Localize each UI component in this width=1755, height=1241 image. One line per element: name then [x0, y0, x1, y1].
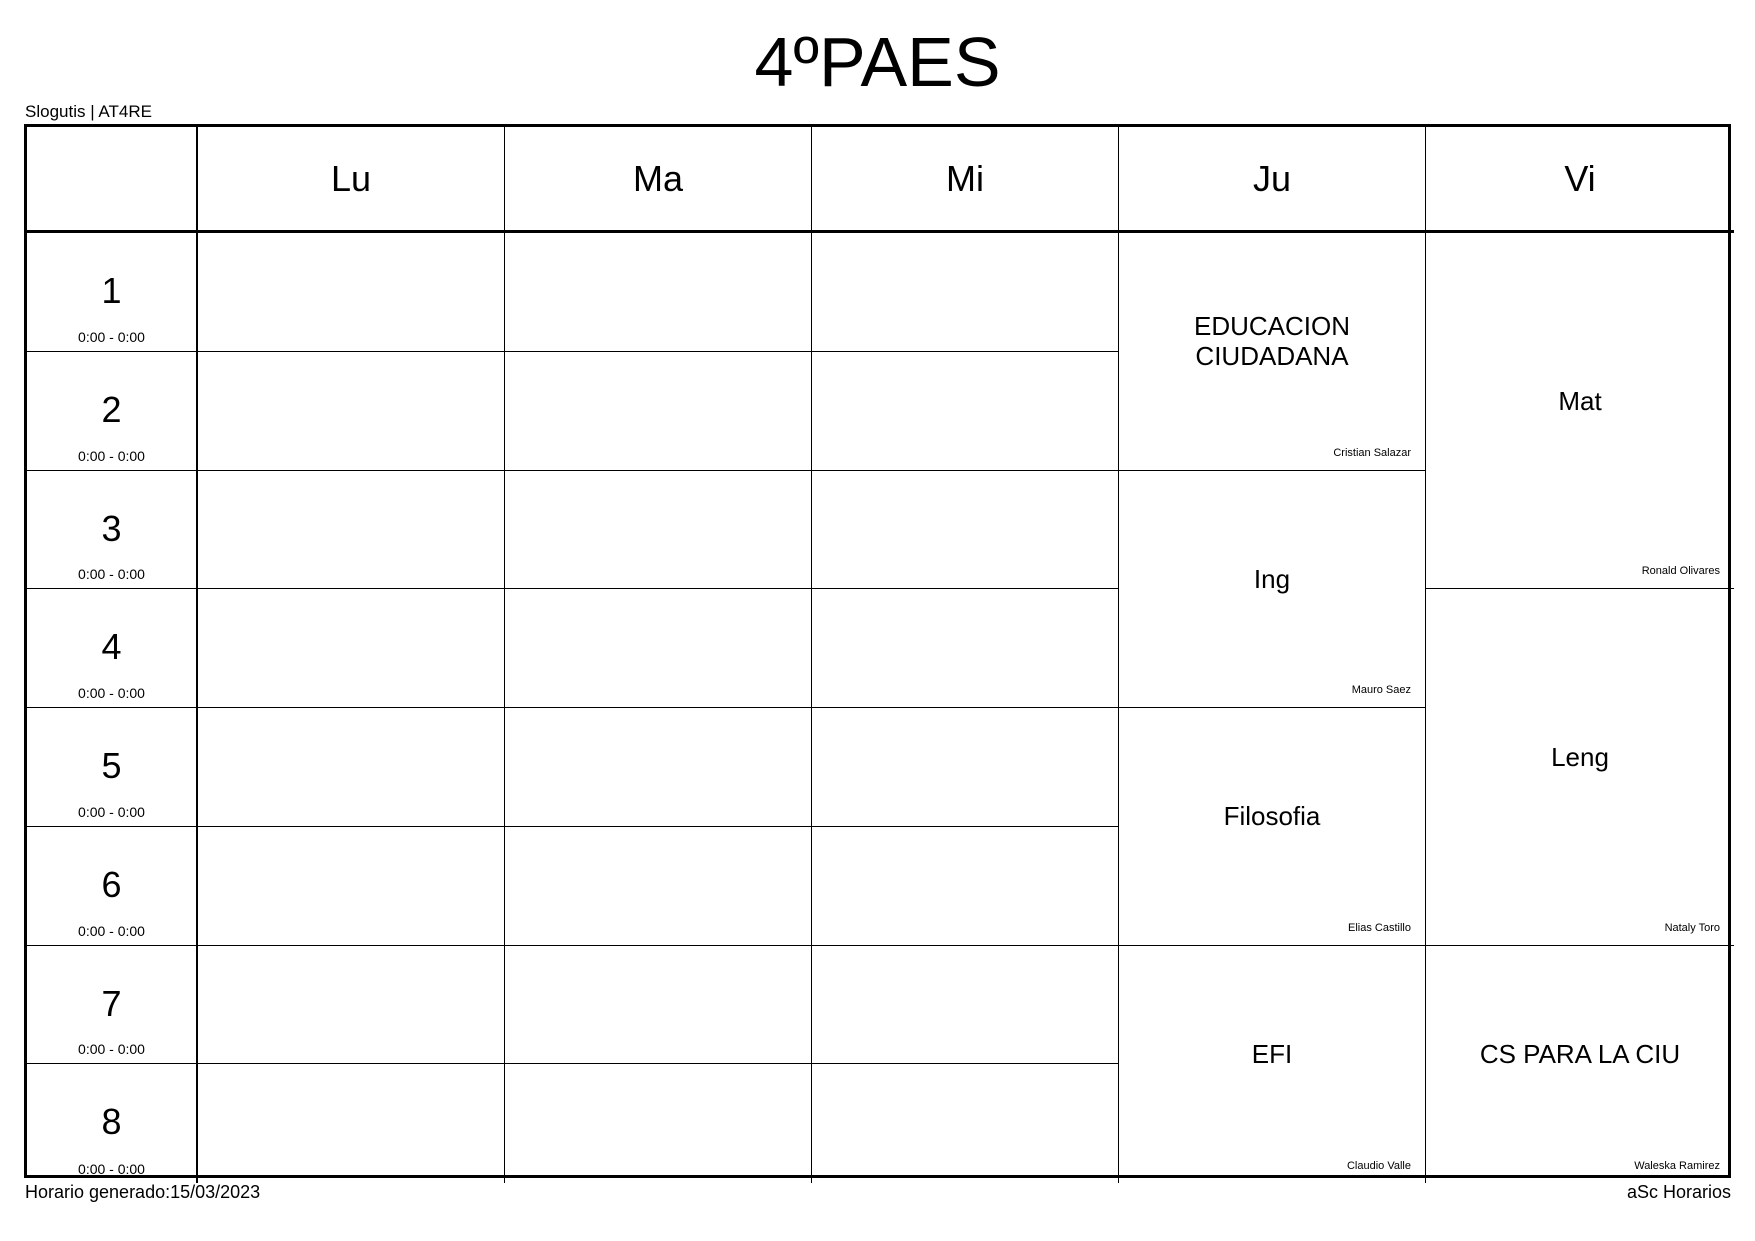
day-header-vi: Vi	[1426, 127, 1734, 233]
lesson-teacher: Cristian Salazar	[1333, 446, 1411, 459]
timetable-grid	[24, 124, 1731, 1178]
empty-slot[interactable]	[505, 233, 812, 352]
day-header-lu: Lu	[198, 127, 505, 233]
period-number: 7	[101, 982, 122, 1024]
empty-slot[interactable]	[198, 827, 505, 946]
empty-slot[interactable]	[505, 589, 812, 708]
empty-slot[interactable]	[812, 946, 1119, 1065]
period-label	[27, 589, 198, 708]
lesson-subject: CS PARA LA CIU	[1479, 1039, 1681, 1070]
empty-slot[interactable]	[198, 352, 505, 471]
lesson-teacher: Mauro Saez	[1351, 684, 1411, 696]
lesson-teacher: Ronald Olivares	[1641, 565, 1720, 578]
empty-slot[interactable]	[198, 589, 505, 708]
period-label	[27, 827, 198, 946]
period-label	[27, 352, 198, 471]
period-time: 0:00 - 0:00	[78, 447, 145, 464]
period-time: 0:00 - 0:00	[78, 1161, 145, 1177]
period-label	[27, 708, 198, 827]
period-number: 5	[101, 745, 122, 786]
lesson-teacher: Nataly Toro	[1664, 921, 1720, 934]
empty-slot[interactable]	[198, 1064, 505, 1183]
corner-cell	[27, 127, 198, 233]
period-label	[27, 233, 198, 352]
empty-slot[interactable]	[198, 471, 505, 590]
period-time: 0:00 - 0:00	[78, 922, 145, 939]
period-time: 0:00 - 0:00	[78, 1041, 145, 1058]
period-time: 0:00 - 0:00	[78, 803, 145, 820]
period-number: 1	[101, 270, 122, 311]
lesson-subject: Filosofia	[1223, 801, 1321, 832]
day-header-mi: Mi	[812, 127, 1119, 233]
generated-date: Horario generado:15/03/2023	[25, 1182, 261, 1202]
empty-slot[interactable]	[198, 708, 505, 827]
period-time: 0:00 - 0:00	[78, 685, 145, 701]
day-header-ju: Ju	[1119, 127, 1426, 233]
period-number: 8	[101, 1101, 122, 1143]
empty-slot[interactable]	[198, 233, 505, 352]
empty-slot[interactable]	[505, 1064, 812, 1183]
empty-slot[interactable]	[812, 1064, 1119, 1183]
empty-slot[interactable]	[198, 946, 505, 1065]
lesson-subject: EDUCACION CIUDADANA	[1193, 311, 1350, 372]
lesson-card[interactable]	[1426, 589, 1734, 945]
period-number: 2	[101, 388, 122, 430]
empty-slot[interactable]	[812, 708, 1119, 827]
empty-slot[interactable]	[812, 471, 1119, 590]
lesson-card[interactable]	[1119, 946, 1426, 1184]
lesson-subject: EFI	[1251, 1039, 1293, 1070]
empty-slot[interactable]	[505, 827, 812, 946]
period-label	[27, 471, 198, 590]
empty-slot[interactable]	[812, 827, 1119, 946]
lesson-subject: Mat	[1558, 385, 1602, 416]
lesson-card[interactable]	[1119, 708, 1426, 946]
page-title: 4ºPAES	[754, 23, 1001, 101]
period-number: 3	[101, 507, 122, 549]
empty-slot[interactable]	[812, 589, 1119, 708]
period-time: 0:00 - 0:00	[78, 566, 145, 583]
lesson-card[interactable]	[1119, 471, 1426, 709]
empty-slot[interactable]	[505, 708, 812, 827]
lesson-card[interactable]	[1119, 233, 1426, 471]
period-time: 0:00 - 0:00	[78, 328, 145, 345]
lesson-teacher: Claudio Valle	[1346, 1160, 1411, 1172]
empty-slot[interactable]	[505, 946, 812, 1065]
period-number: 6	[101, 863, 122, 905]
period-label	[27, 1064, 198, 1183]
period-number: 4	[101, 626, 122, 668]
lesson-card[interactable]	[1426, 946, 1734, 1184]
page-subtitle: Slogutis | AT4RE	[25, 102, 152, 121]
lesson-teacher: Elias Castillo	[1348, 921, 1411, 934]
day-header-ma: Ma	[505, 127, 812, 233]
empty-slot[interactable]	[812, 233, 1119, 352]
empty-slot[interactable]	[812, 352, 1119, 471]
lesson-card[interactable]	[1426, 233, 1734, 589]
lesson-teacher: Waleska Ramirez	[1634, 1160, 1720, 1172]
lesson-subject: Leng	[1551, 741, 1609, 772]
lesson-subject: Ing	[1253, 563, 1291, 594]
period-label	[27, 946, 198, 1065]
brand-label: aSc Horarios	[1626, 1182, 1731, 1202]
empty-slot[interactable]	[505, 471, 812, 590]
empty-slot[interactable]	[505, 352, 812, 471]
